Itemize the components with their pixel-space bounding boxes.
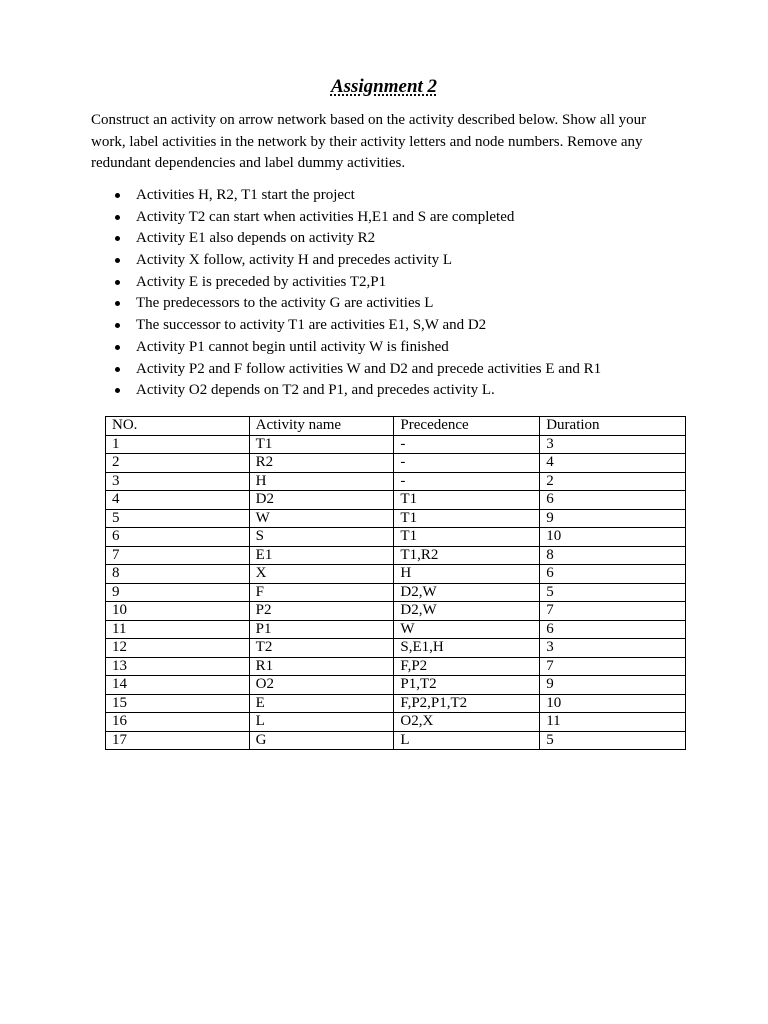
header-activity-name: Activity name bbox=[249, 417, 394, 436]
list-item-text: Activity E1 also depends on activity R2 bbox=[136, 230, 376, 247]
cell-no: 1 bbox=[106, 435, 250, 454]
table-row bbox=[106, 657, 686, 676]
cell-no: 15 bbox=[106, 694, 250, 713]
cell-precedence: O2,X bbox=[394, 713, 540, 732]
cell-activity-name: E bbox=[249, 694, 394, 713]
cell-activity-name: T1 bbox=[249, 435, 394, 454]
cell-duration: 8 bbox=[540, 546, 686, 565]
list-item bbox=[91, 315, 691, 337]
list-item-text: The predecessors to the activity G are activities L bbox=[136, 295, 434, 312]
cell-activity-name: S bbox=[249, 528, 394, 547]
cell-duration: 6 bbox=[540, 620, 686, 639]
cell-duration: 10 bbox=[540, 528, 686, 547]
list-item bbox=[91, 337, 691, 359]
cell-no: 17 bbox=[106, 731, 250, 750]
list-item bbox=[91, 380, 691, 402]
bullet-icon bbox=[115, 388, 120, 393]
list-item-text: Activity E is preceded by activities T2,P1 bbox=[136, 273, 387, 290]
cell-no: 9 bbox=[106, 583, 250, 602]
table-row bbox=[106, 472, 686, 491]
list-item bbox=[91, 250, 691, 272]
cell-no: 11 bbox=[106, 620, 250, 639]
list-item bbox=[91, 228, 691, 250]
cell-activity-name: O2 bbox=[249, 676, 394, 695]
list-item-text: Activity X follow, activity H and precedes activity L bbox=[136, 252, 453, 269]
cell-precedence: T1 bbox=[394, 509, 540, 528]
table-row bbox=[106, 454, 686, 473]
cell-precedence: P1,T2 bbox=[394, 676, 540, 695]
list-item-text: Activity P2 and F follow activities W and D2 and precede activities E and R1 bbox=[136, 360, 602, 377]
cell-activity-name: H bbox=[249, 472, 394, 491]
cell-duration: 7 bbox=[540, 657, 686, 676]
cell-duration: 4 bbox=[540, 454, 686, 473]
cell-duration: 9 bbox=[540, 676, 686, 695]
table-header-row bbox=[106, 417, 686, 436]
cell-precedence: W bbox=[394, 620, 540, 639]
header-duration: Duration bbox=[540, 417, 686, 436]
cell-activity-name: P2 bbox=[249, 602, 394, 621]
cell-no: 6 bbox=[106, 528, 250, 547]
cell-no: 7 bbox=[106, 546, 250, 565]
cell-duration: 3 bbox=[540, 435, 686, 454]
list-item-text: The successor to activity T1 are activities E1, S,W and D2 bbox=[136, 317, 487, 334]
cell-duration: 7 bbox=[540, 602, 686, 621]
cell-duration: 5 bbox=[540, 583, 686, 602]
table-row bbox=[106, 731, 686, 750]
cell-precedence: L bbox=[394, 731, 540, 750]
list-item bbox=[91, 207, 691, 229]
bullet-icon bbox=[115, 280, 120, 285]
cell-precedence: H bbox=[394, 565, 540, 584]
table-row bbox=[106, 528, 686, 547]
cell-precedence: D2,W bbox=[394, 602, 540, 621]
list-item-text: Activity O2 depends on T2 and P1, and precedes activity L. bbox=[136, 382, 495, 399]
table-row bbox=[106, 546, 686, 565]
cell-no: 5 bbox=[106, 509, 250, 528]
cell-activity-name: T2 bbox=[249, 639, 394, 658]
table-row bbox=[106, 713, 686, 732]
cell-precedence: F,P2 bbox=[394, 657, 540, 676]
list-item-text: Activities H, R2, T1 start the project bbox=[136, 187, 355, 203]
cell-activity-name: E1 bbox=[249, 546, 394, 565]
cell-activity-name: D2 bbox=[249, 491, 394, 510]
cell-precedence: F,P2,P1,T2 bbox=[394, 694, 540, 713]
cell-activity-name: P1 bbox=[249, 620, 394, 639]
list-item bbox=[91, 359, 691, 381]
requirements-list bbox=[91, 185, 691, 402]
header-precedence: Precedence bbox=[394, 417, 540, 436]
cell-no: 10 bbox=[106, 602, 250, 621]
cell-no: 8 bbox=[106, 565, 250, 584]
cell-no: 14 bbox=[106, 676, 250, 695]
activity-table bbox=[105, 416, 686, 750]
page-title: Assignment 2 bbox=[330, 76, 438, 97]
bullet-icon bbox=[115, 367, 120, 372]
cell-no: 2 bbox=[106, 454, 250, 473]
cell-no: 13 bbox=[106, 657, 250, 676]
cell-precedence: T1 bbox=[394, 491, 540, 510]
cell-duration: 6 bbox=[540, 491, 686, 510]
cell-precedence: S,E1,H bbox=[394, 639, 540, 658]
cell-precedence: - bbox=[394, 454, 540, 473]
table-row bbox=[106, 509, 686, 528]
cell-duration: 9 bbox=[540, 509, 686, 528]
table-row bbox=[106, 435, 686, 454]
table-row bbox=[106, 491, 686, 510]
list-item bbox=[91, 272, 691, 294]
bullet-icon bbox=[115, 215, 120, 220]
cell-duration: 11 bbox=[540, 713, 686, 732]
table-row bbox=[106, 676, 686, 695]
cell-activity-name: X bbox=[249, 565, 394, 584]
intro-paragraph: Construct an activity on arrow network based on the activity described below. Show all your work, label activities in the network by their activity letters and node numbers. Remove any redundant dependencies and label dummy activities. bbox=[91, 112, 647, 171]
cell-duration: 5 bbox=[540, 731, 686, 750]
cell-activity-name: W bbox=[249, 509, 394, 528]
table-row bbox=[106, 639, 686, 658]
cell-duration: 3 bbox=[540, 639, 686, 658]
bullet-icon bbox=[115, 193, 120, 198]
cell-duration: 10 bbox=[540, 694, 686, 713]
table-row bbox=[106, 602, 686, 621]
table-row bbox=[106, 583, 686, 602]
cell-precedence: - bbox=[394, 435, 540, 454]
cell-precedence: T1,R2 bbox=[394, 546, 540, 565]
bullet-icon bbox=[115, 345, 120, 350]
cell-duration: 6 bbox=[540, 565, 686, 584]
cell-precedence: D2,W bbox=[394, 583, 540, 602]
table-row bbox=[106, 694, 686, 713]
cell-activity-name: R2 bbox=[249, 454, 394, 473]
cell-no: 12 bbox=[106, 639, 250, 658]
bullet-icon bbox=[115, 323, 120, 328]
list-item bbox=[91, 293, 691, 315]
table-row bbox=[106, 620, 686, 639]
cell-duration: 2 bbox=[540, 472, 686, 491]
list-item-text: Activity T2 can start when activities H,E1 and S are completed bbox=[136, 208, 515, 225]
cell-activity-name: F bbox=[249, 583, 394, 602]
cell-precedence: - bbox=[394, 472, 540, 491]
cell-no: 4 bbox=[106, 491, 250, 510]
cell-no: 16 bbox=[106, 713, 250, 732]
bullet-icon bbox=[115, 301, 120, 306]
bullet-icon bbox=[115, 258, 120, 263]
header-no: NO. bbox=[106, 417, 250, 436]
cell-activity-name: G bbox=[249, 731, 394, 750]
table-row bbox=[106, 565, 686, 584]
list-item bbox=[91, 185, 691, 207]
cell-precedence: T1 bbox=[394, 528, 540, 547]
cell-activity-name: R1 bbox=[249, 657, 394, 676]
list-item-text: Activity P1 cannot begin until activity W is finished bbox=[136, 338, 449, 355]
cell-activity-name: L bbox=[249, 713, 394, 732]
cell-no: 3 bbox=[106, 472, 250, 491]
bullet-icon bbox=[115, 236, 120, 241]
